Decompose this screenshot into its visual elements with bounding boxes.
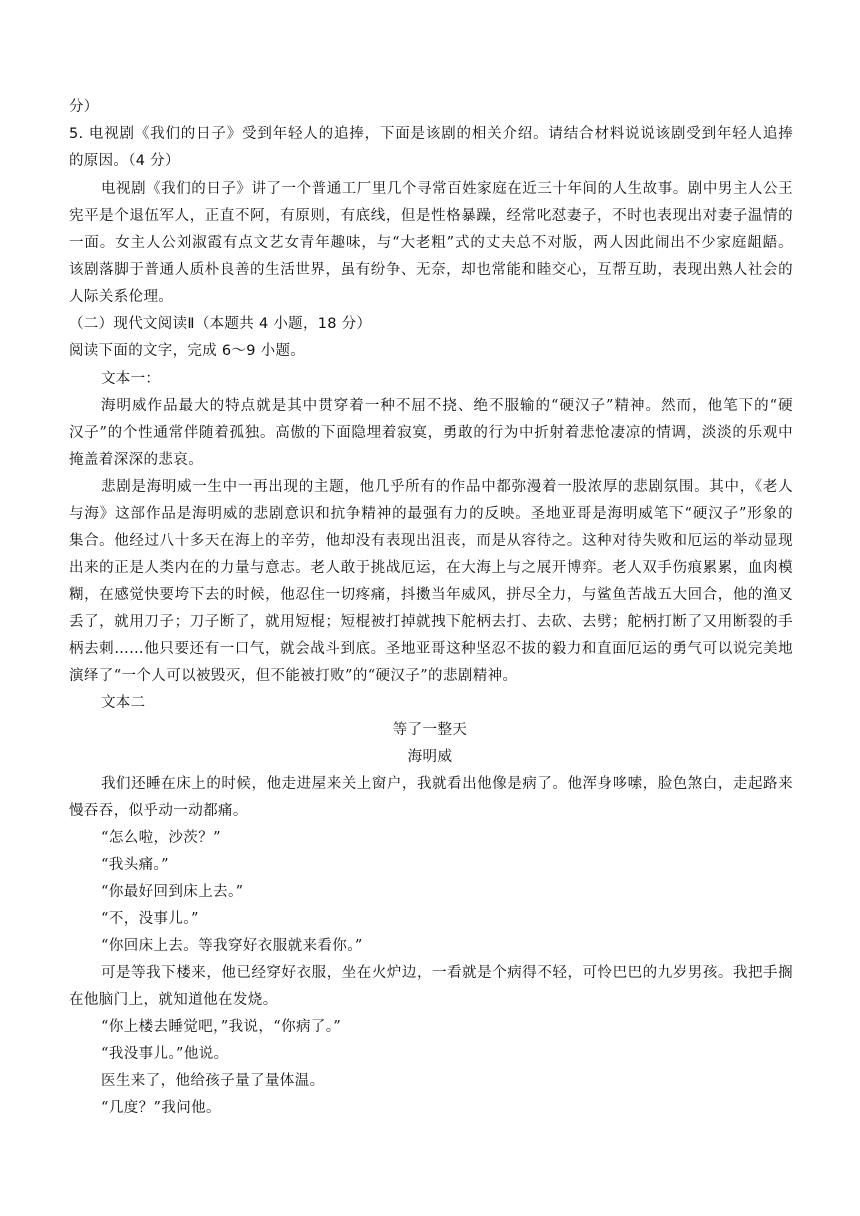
dialogue-line: “我头痛。” [101,857,169,873]
question-5-line-1: 5. 电视剧《我们的日子》受到年轻人的追捧，下面是该剧的相关介绍。请结合材料说说该剧受到年轻人追捧 [69,126,793,142]
dialogue-line: “你回床上去。等我穿好衣服就来看你。” [101,938,363,954]
text1-paragraph-line: 与海》这部作品是海明威的悲剧意识和抗争精神的最强有力的反映。圣地亚哥是海明威笔下“硬汉子”形象的 [69,506,793,522]
dialogue-line: “不，没事儿。” [101,911,199,927]
text1-paragraph-line: 演绎了“一个人可以被毁灭，但不能被打败”的“硬汉子”的悲剧精神。 [69,668,518,684]
text1-paragraph-line: 出来的正是人类内在的力量与意志。老人敢于挑战厄运，在大海上与之展开博弈。老人双手伤痕累累，血肉模 [69,560,793,576]
story-author: 海明威 [407,749,453,765]
previous-question-tail: 分） [69,99,99,115]
dialogue-line: “你最好回到床上去。” [101,884,244,900]
text1-label: 文本一： [101,371,161,387]
text1-paragraph-line: 糊，在感觉快要垮下去的时候，他忍住一切疼痛，抖擞当年威风，拼尽全力，与鲨鱼苦战五大回合，他的渔叉 [69,587,793,603]
question-5-line-2: 的原因。（4 分） [69,153,180,169]
material-line: 一面。女主人公刘淑霞有点文艺女青年趣味，与“大老粗”式的丈夫总不对版，两人因此闹出不少家庭龃龉。 [69,235,793,251]
story-title: 等了一整天 [392,722,468,738]
dialogue-line: 医生来了，他给孩子量了量体温。 [101,1073,325,1089]
material-line: 宪平是个退伍军人，正直不阿，有原则，有底线，但是性格暴躁，经常叱怼妻子，不时也表现出对妻子温情的 [69,208,793,224]
dialogue-line: “怎么啦，沙茨？” [101,830,221,846]
dialogue-line: “你上楼去睡觉吧，”我说，“你病了。” [101,1019,342,1035]
text1-paragraph-line: 悲剧是海明威一生中一再出现的主题，他几乎所有的作品中都弥漫着一股浓厚的悲剧氛围。其中，《老人 [101,479,793,495]
text1-paragraph-line: 掩盖着深深的悲哀。 [69,452,204,468]
section-instruction: 阅读下面的文字，完成 6～9 小题。 [69,343,306,359]
material-line: 人际关系伦理。 [69,289,174,305]
story-paragraph-line: 我们还睡在床上的时候，他走进屋来关上窗户，我就看出他像是病了。他浑身哆嗦，脸色煞白，走起路来 [101,776,793,792]
text1-paragraph-line: 丢了，就用刀子；刀子断了，就用短棍；短棍被打掉就拽下舵柄去打、去砍、去劈；舵柄打断了又用断裂的手 [69,614,793,630]
section-heading: （二）现代文阅读Ⅱ（本题共 4 小题，18 分） [69,316,372,332]
text1-paragraph-line: 集合。他经过八十多天在海上的辛劳，他却没有表现出沮丧，而是从容待之。这种对待失败和厄运的举动显现 [69,533,793,549]
story-paragraph-line: 慢吞吞，似乎动一动都痛。 [69,803,248,819]
story-paragraph-line: 在他脑门上，就知道他在发烧。 [69,992,278,1008]
story-paragraph-line: 可是等我下楼来，他已经穿好衣服，坐在火炉边，一看就是个病得不轻，可怜巴巴的九岁男孩。我把手搁 [101,965,793,981]
text1-paragraph-line: 柄去刺……他只要还有一口气，就会战斗到底。圣地亚哥这种坚忍不拔的毅力和直面厄运的勇气可以说完美地 [69,641,793,657]
material-line: 电视剧《我们的日子》讲了一个普通工厂里几个寻常百姓家庭在近三十年间的人生故事。剧中男主人公王 [101,181,793,197]
text1-paragraph-line: 汉子”的个性通常伴随着孤独。高傲的下面隐埋着寂寞，勇敢的行为中折射着悲怆凄凉的情调，淡淡的乐观中 [69,425,793,441]
material-line: 该剧落脚于普通人质朴良善的生活世界，虽有纷争、无奈，却也常能和睦交心，互帮互助，表现出熟人社会的 [69,262,793,278]
dialogue-line: “几度？”我问他。 [101,1100,221,1116]
text2-label: 文本二 [101,695,146,711]
dialogue-line: “我没事儿。”他说。 [101,1046,229,1062]
text1-paragraph-line: 海明威作品最大的特点就是其中贯穿着一种不屈不挠、绝不服输的“硬汉子”精神。然而，他笔下的“硬 [101,398,793,414]
